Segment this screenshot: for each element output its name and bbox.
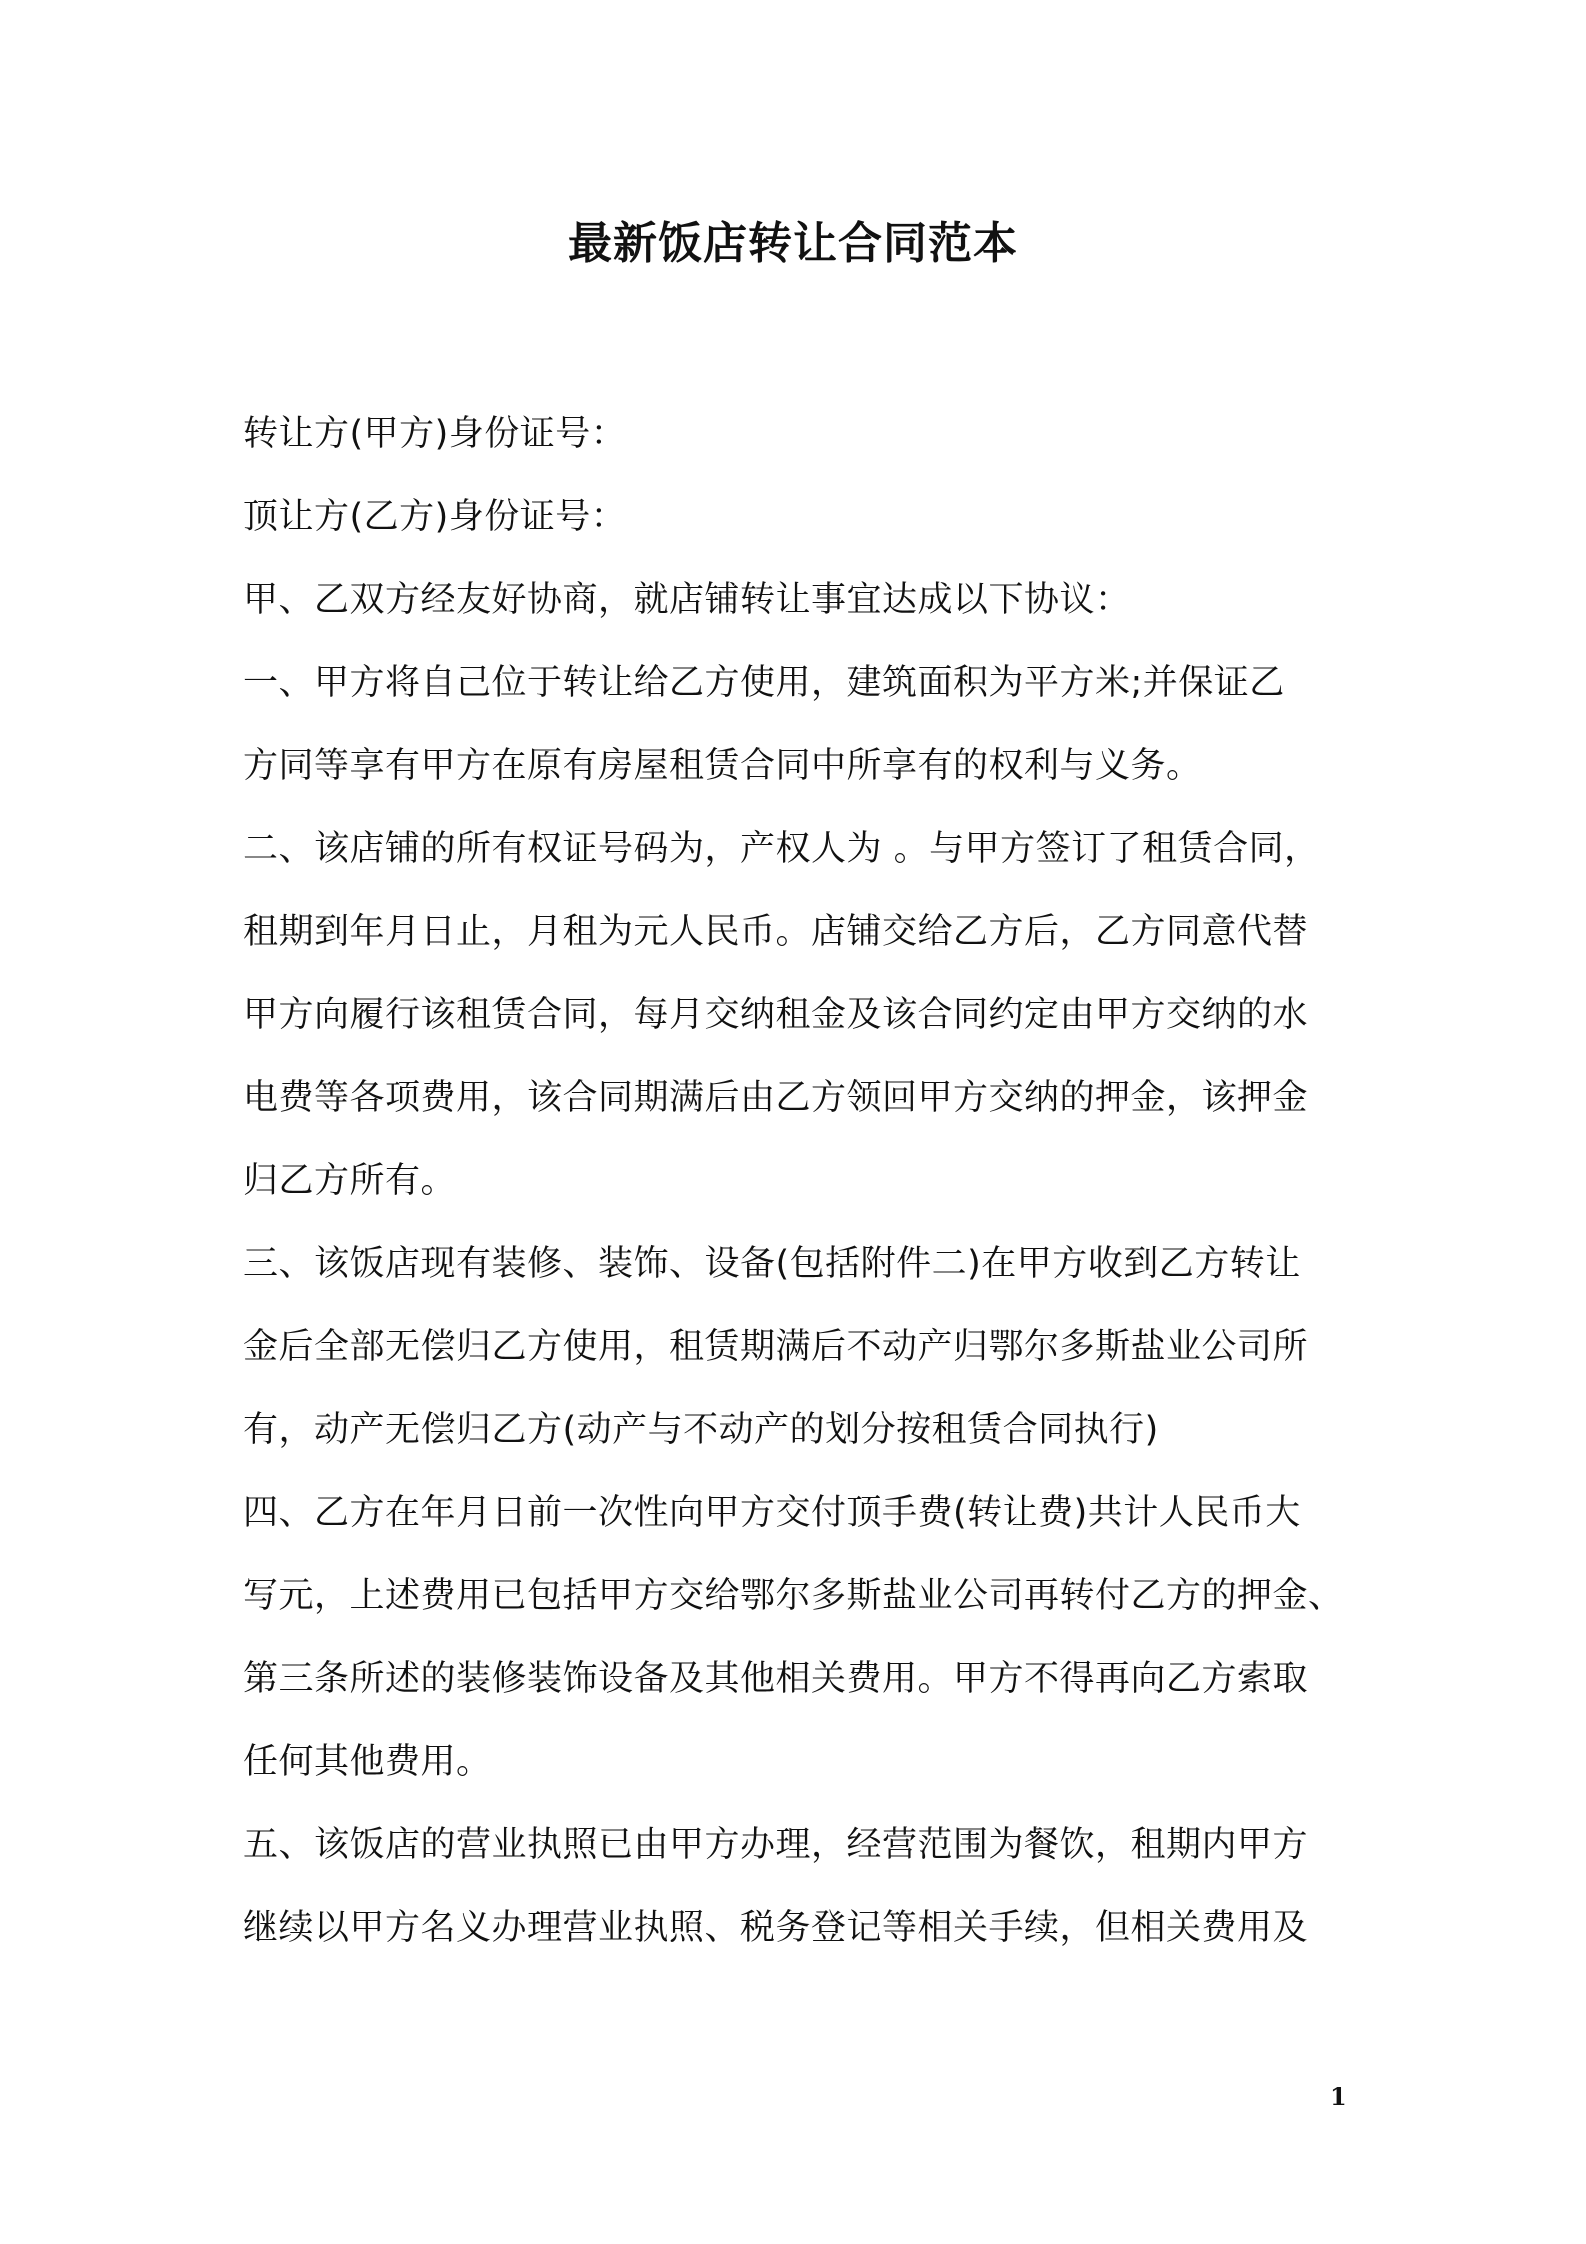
document-title: 最新饭店转让合同范本 — [568, 218, 1018, 269]
text-line: 继续以甲方名义办理营业执照、税务登记等相关手续，但相关费用及 — [243, 1908, 1309, 1948]
text-line: 五、该饭店的营业执照已由甲方办理，经营范围为餐饮，租期内甲方 — [243, 1825, 1309, 1865]
text-line: 归乙方所有。 — [243, 1161, 457, 1201]
text-line: 第三条所述的装修装饰设备及其他相关费用。甲方不得再向乙方索取 — [243, 1659, 1309, 1699]
text-line: 金后全部无偿归乙方使用，租赁期满后不动产归鄂尔多斯盐业公司所 — [243, 1327, 1309, 1367]
text-line: 三、该饭店现有装修、装饰、设备(包括附件二)在甲方收到乙方转让 — [243, 1244, 1301, 1284]
text-line: 一、甲方将自己位于转让给乙方使用，建筑面积为平方米;并保证乙 — [243, 663, 1285, 703]
text-line: 电费等各项费用，该合同期满后由乙方领回甲方交纳的押金，该押金 — [243, 1078, 1309, 1118]
text-line: 写元，上述费用已包括甲方交给鄂尔多斯盐业公司再转付乙方的押金、 — [243, 1576, 1344, 1616]
text-line: 租期到年月日止，月租为元人民币。店铺交给乙方后，乙方同意代替 — [243, 912, 1309, 952]
text-line: 甲方向履行该租赁合同，每月交纳租金及该合同约定由甲方交纳的水 — [243, 995, 1309, 1035]
text-line: 转让方(甲方)身份证号： — [243, 414, 627, 454]
text-line: 顶让方(乙方)身份证号： — [243, 497, 627, 537]
text-line: 方同等享有甲方在原有房屋租赁合同中所享有的权利与义务。 — [243, 746, 1202, 786]
text-line: 有，动产无偿归乙方(动产与不动产的划分按租赁合同执行) — [243, 1410, 1159, 1450]
page-number: 1 — [1330, 2082, 1347, 2111]
text-line: 二、该店铺的所有权证号码为，产权人为 。与甲方签订了租赁合同， — [243, 829, 1320, 869]
text-line: 甲、乙双方经友好协商，就店铺转让事宜达成以下协议： — [243, 580, 1131, 620]
text-line: 任何其他费用。 — [243, 1742, 492, 1782]
text-line: 四、乙方在年月日前一次性向甲方交付顶手费(转让费)共计人民币大 — [243, 1493, 1301, 1533]
